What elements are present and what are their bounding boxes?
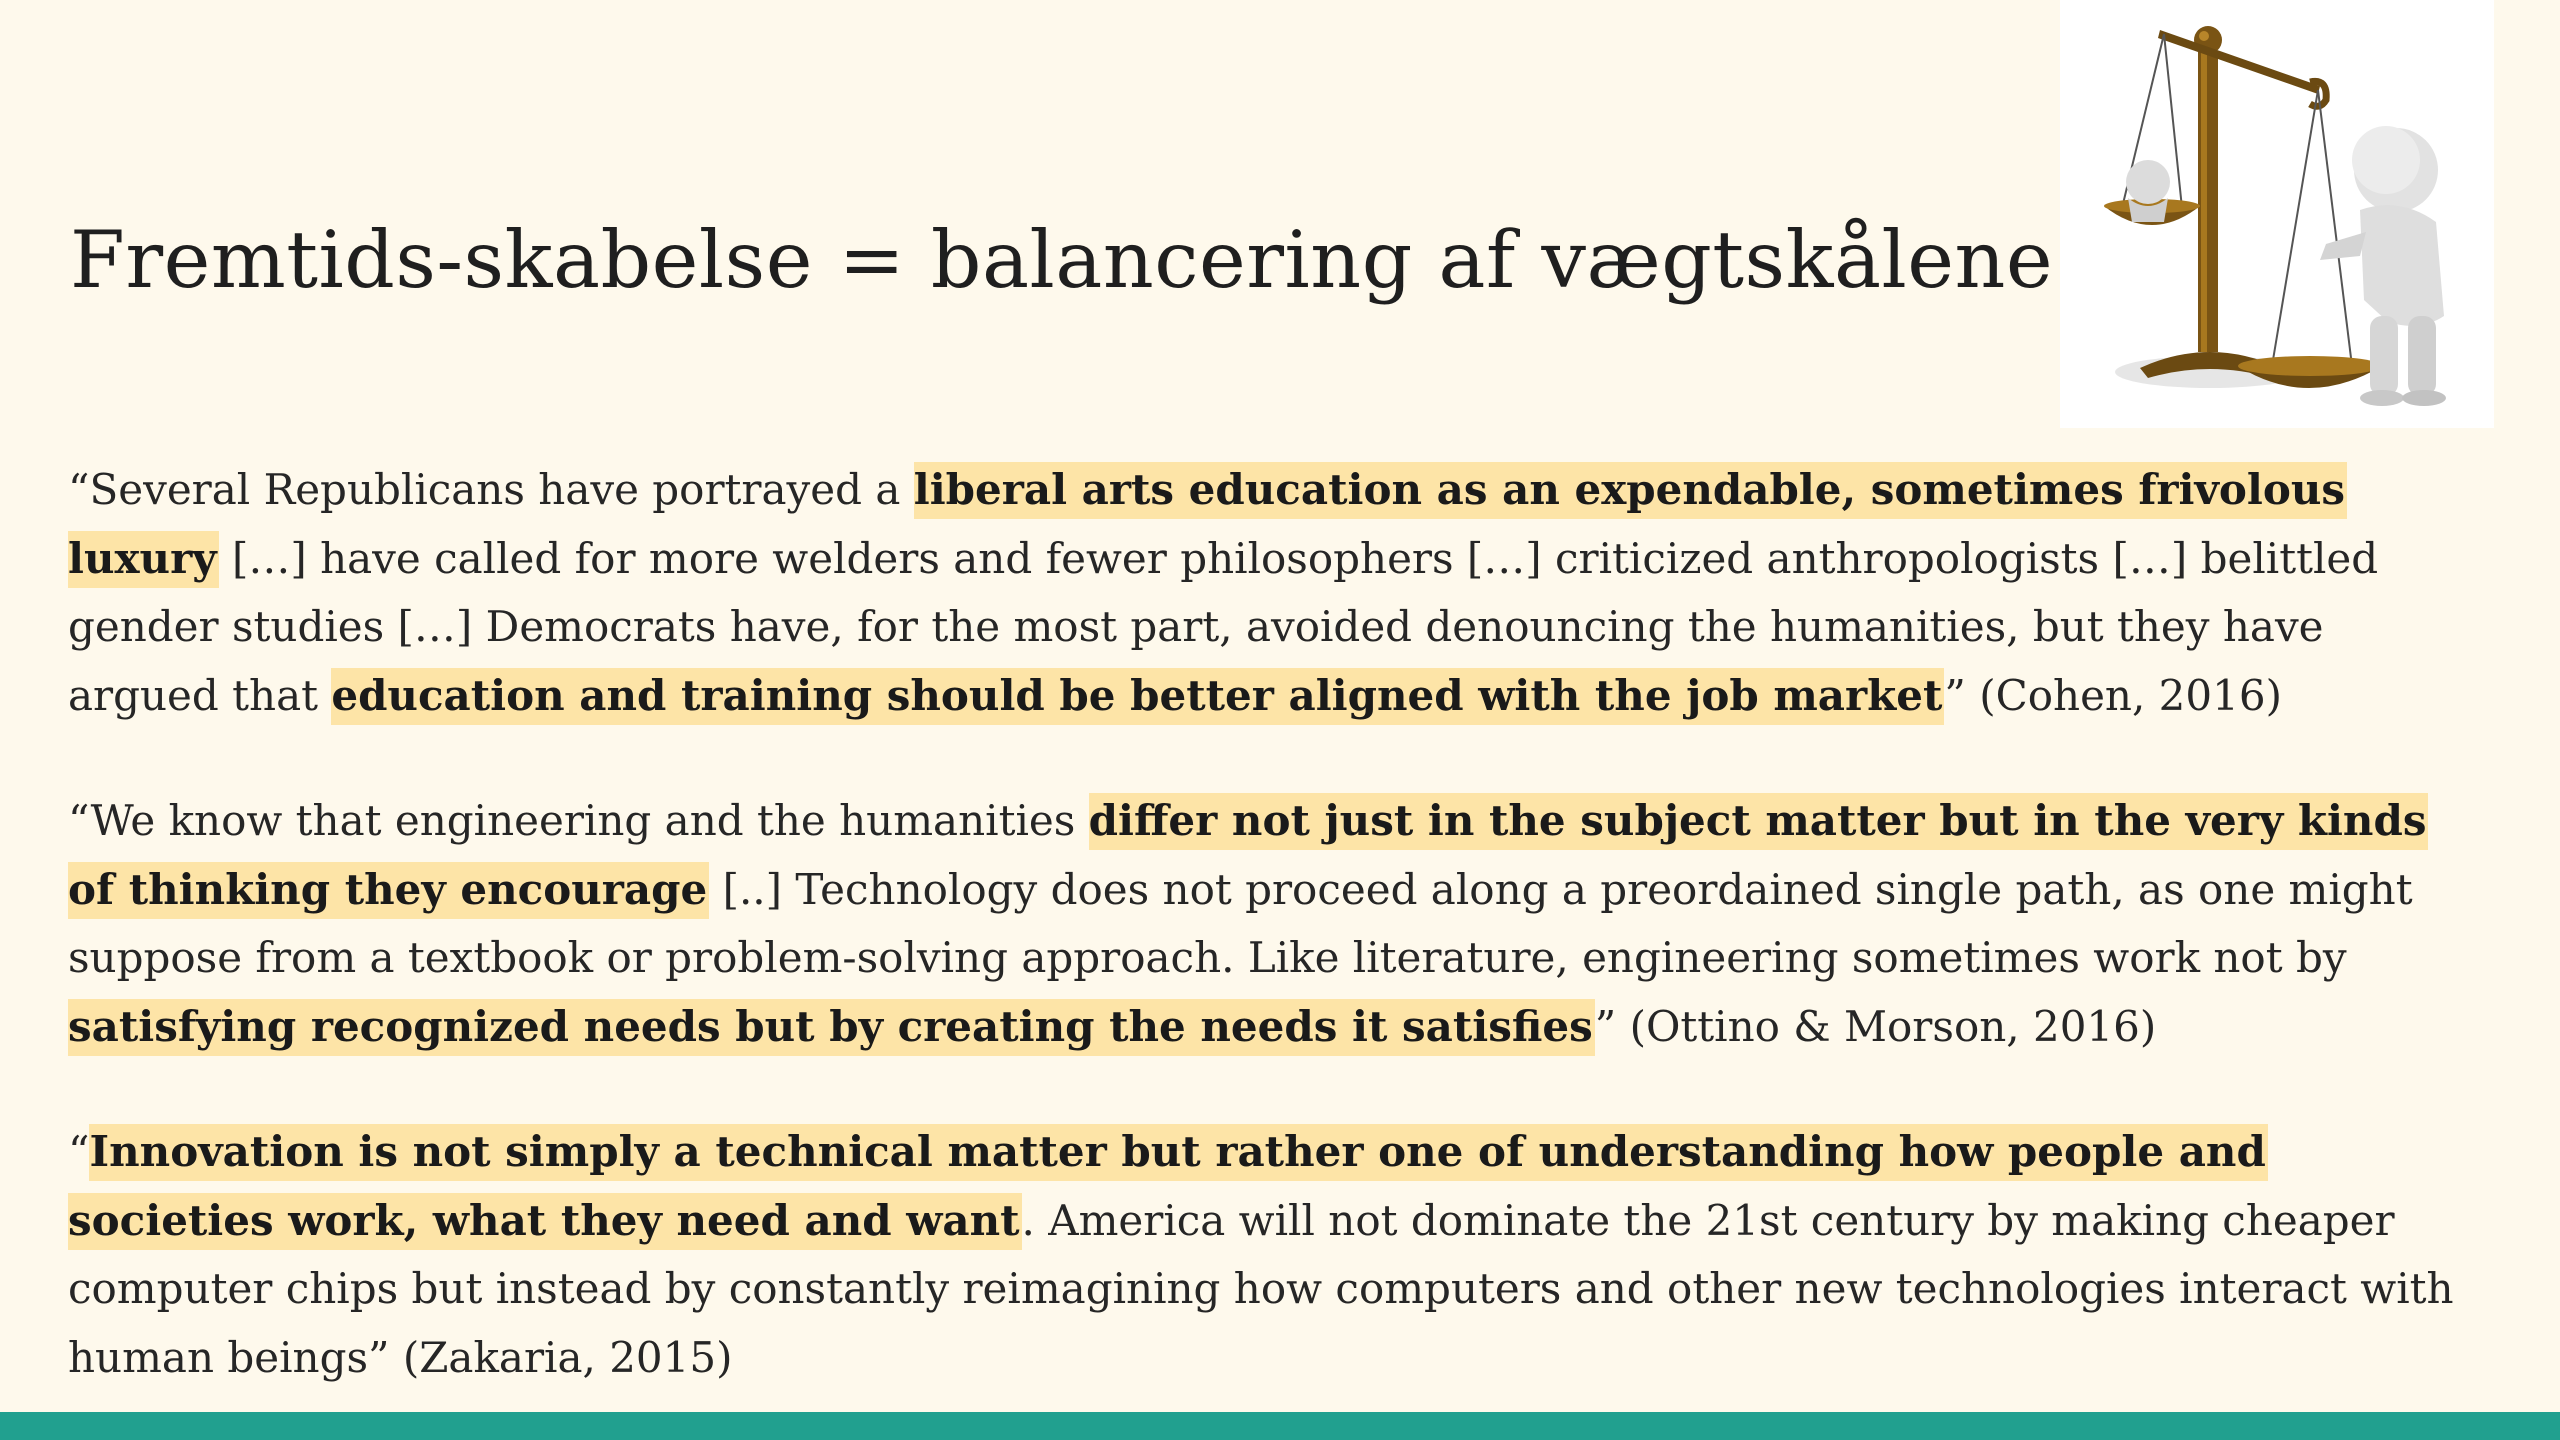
quote-text: “Several Republicans have portrayed a: [68, 465, 914, 514]
quote-text: [..] Technology does not proceed along a preordained single path, as one might suppose from a textbook or problem-solving approach. Like literature, engineering sometimes work not by: [68, 864, 2413, 982]
quote-text: “: [68, 1127, 90, 1176]
quote-citation: ” (Cohen, 2016): [1944, 670, 2282, 720]
quote-text: “We know that engineering and the humanities: [68, 796, 1089, 845]
highlighted-phrase: education and training should be better aligned with the job market: [331, 668, 1944, 725]
figure-with-balance-scale-icon: [2060, 0, 2494, 428]
quote-citation: ” (Ottino & Morson, 2016): [1594, 1001, 2157, 1051]
quote-text: […] have called for more welders and fewer philosophers […] criticized anthropologists […] belittled gender studies […] Democrats have, for the most part, avoided denouncing the humanities, but they have argued that: [68, 533, 2379, 720]
quote-zakaria: [68, 1118, 2468, 1392]
highlighted-phrase: Innovation is not simply a technical matter but rather one of understanding how people and societies work, what they need and want: [68, 1124, 2268, 1250]
balance-scale-illustration: [2060, 0, 2494, 428]
footer-accent-bar: [0, 1412, 2560, 1440]
slide-title: Fremtids-skabelse = balancering af vægtskålene: [70, 214, 2054, 306]
highlighted-phrase: differ not just in the subject matter but in the very kinds of thinking they encourage: [68, 793, 2428, 919]
quote-cohen: [68, 456, 2468, 730]
highlighted-phrase: satisfying recognized needs but by creating the needs it satisfies: [68, 999, 1595, 1056]
highlighted-phrase: liberal arts education as an expendable, sometimes frivolous luxury: [68, 462, 2347, 588]
quote-citation: . America will not dominate the 21st century by making cheaper computer chips but instead by constantly reimagining how computers and other new technologies interact with human beings” (Zakaria, 2015): [68, 1195, 2454, 1382]
quote-ottino-morson: [68, 787, 2468, 1061]
